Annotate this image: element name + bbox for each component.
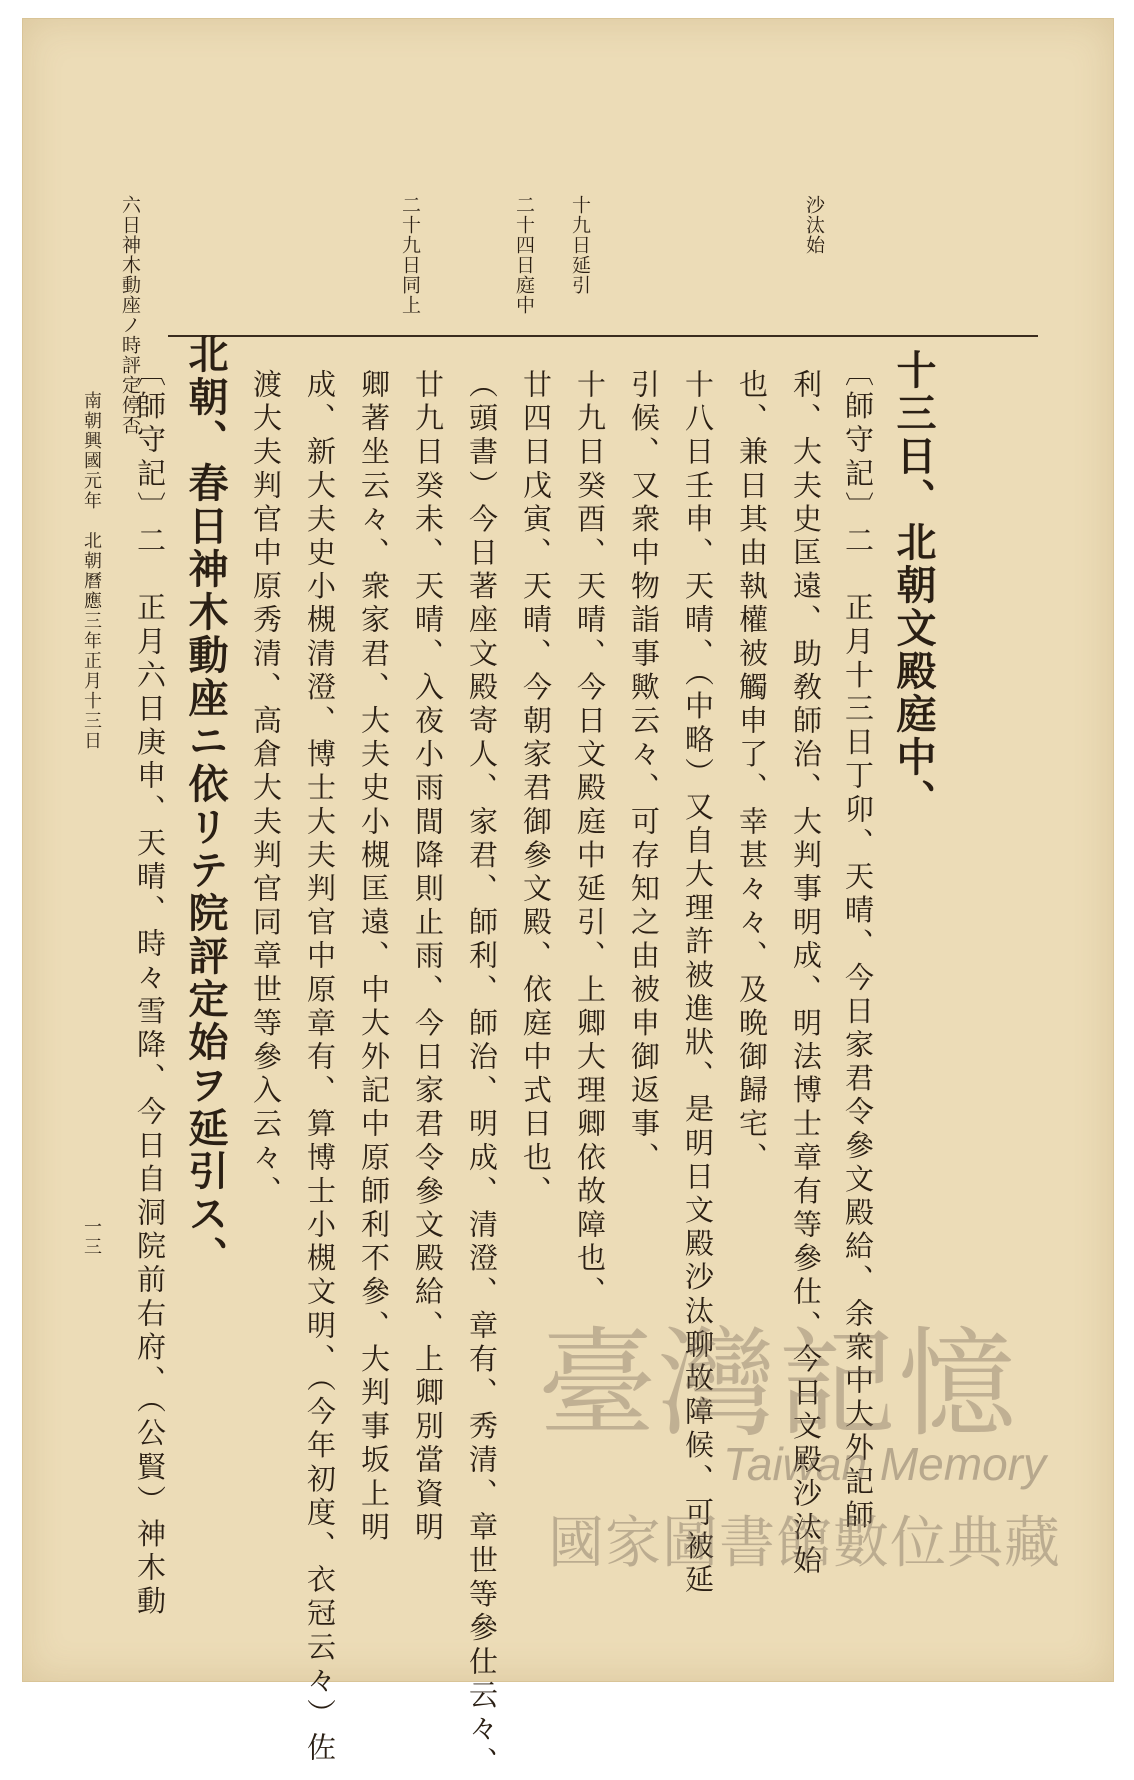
margin-note-enin: 十九日延引 [569, 195, 591, 295]
text-column-2: 利、大夫史匡遠、助敎師治、大判事明成、明法博士章有等參仕、今日文殿沙汰始 [789, 369, 823, 1579]
text-column-9: 廿九日癸未、天晴、入夜小雨間降則止雨、今日家君令參文殿給、上卿別當資明 [411, 369, 445, 1545]
text-column-1: 〔師守記〕二 正月十三日丁卯、天晴、今日家君令參文殿給、余衆中大外記師 [841, 357, 875, 1533]
text-column-last: 〔師守記〕二 正月六日庚申、天晴、時々雪降、今日自洞院前右府、（公賢）神木動 [133, 357, 167, 1620]
margin-note-shinboku: 六日神木動座ノ時評定停否 [119, 195, 141, 435]
text-column-7: 廿四日戊寅、天晴、今朝家君御參文殿、依庭中式日也、 [519, 369, 553, 1209]
horizontal-rule [168, 335, 1038, 337]
margin-note-dojo: 二十九日同上 [399, 195, 421, 315]
page-number: 一三 [81, 1217, 102, 1257]
running-footer: 南朝興國元年 北朝曆應三年正月十三日 [81, 391, 102, 751]
text-column-12: 渡大夫判官中原秀清、高倉大夫判官同章世等參入云々、 [249, 369, 283, 1209]
text-column-10: 卿著坐云々、衆家君、大夫史小槻匡遠、中大外記中原師利不參、大判事坂上明 [357, 369, 391, 1545]
section-heading: 北朝、春日神木動座ニ依リテ院評定始ヲ延引ス、 [182, 333, 229, 1279]
text-column-6: 十九日癸酉、天晴、今日文殿庭中延引、上卿大理卿依故障也、 [573, 369, 607, 1310]
text-column-11: 成、新大夫史小槻清澄、博士大夫判官中原章有、算博士小槻文明、（今年初度、衣冠云々）佐 [303, 369, 337, 1766]
text-column-5: 引候、又衆中物詣事歟云々、可存知之由被申御返事、 [627, 369, 661, 1176]
entry-heading: 十三日、北朝文殿庭中、 [890, 349, 937, 822]
text-column-3: 也、兼日其由執權被觸申了、幸甚々々、及晩御歸宅、 [735, 369, 769, 1176]
margin-note-shatahajime: 沙汰始 [803, 195, 825, 255]
watermark-calligraphy: 臺灣記憶 [538, 1315, 1019, 1453]
watermark-library: 國家圖書館數位典藏 [548, 1511, 1061, 1576]
text-column-4: 十八日壬申、天晴、（中略）又自大理許被進狀、是明日文殿沙汰聊故障候、可被延 [681, 369, 715, 1598]
watermark-english: Taiwan Memory [723, 1438, 1046, 1490]
book-page [22, 18, 1114, 1780]
text-column-8: （頭書）今日著座文殿寄人、家君、師利、師治、明成、清澄、章有、秀清、章世等參仕云々、 [465, 369, 499, 1780]
margin-note-teichu: 二十四日庭中 [513, 195, 535, 315]
